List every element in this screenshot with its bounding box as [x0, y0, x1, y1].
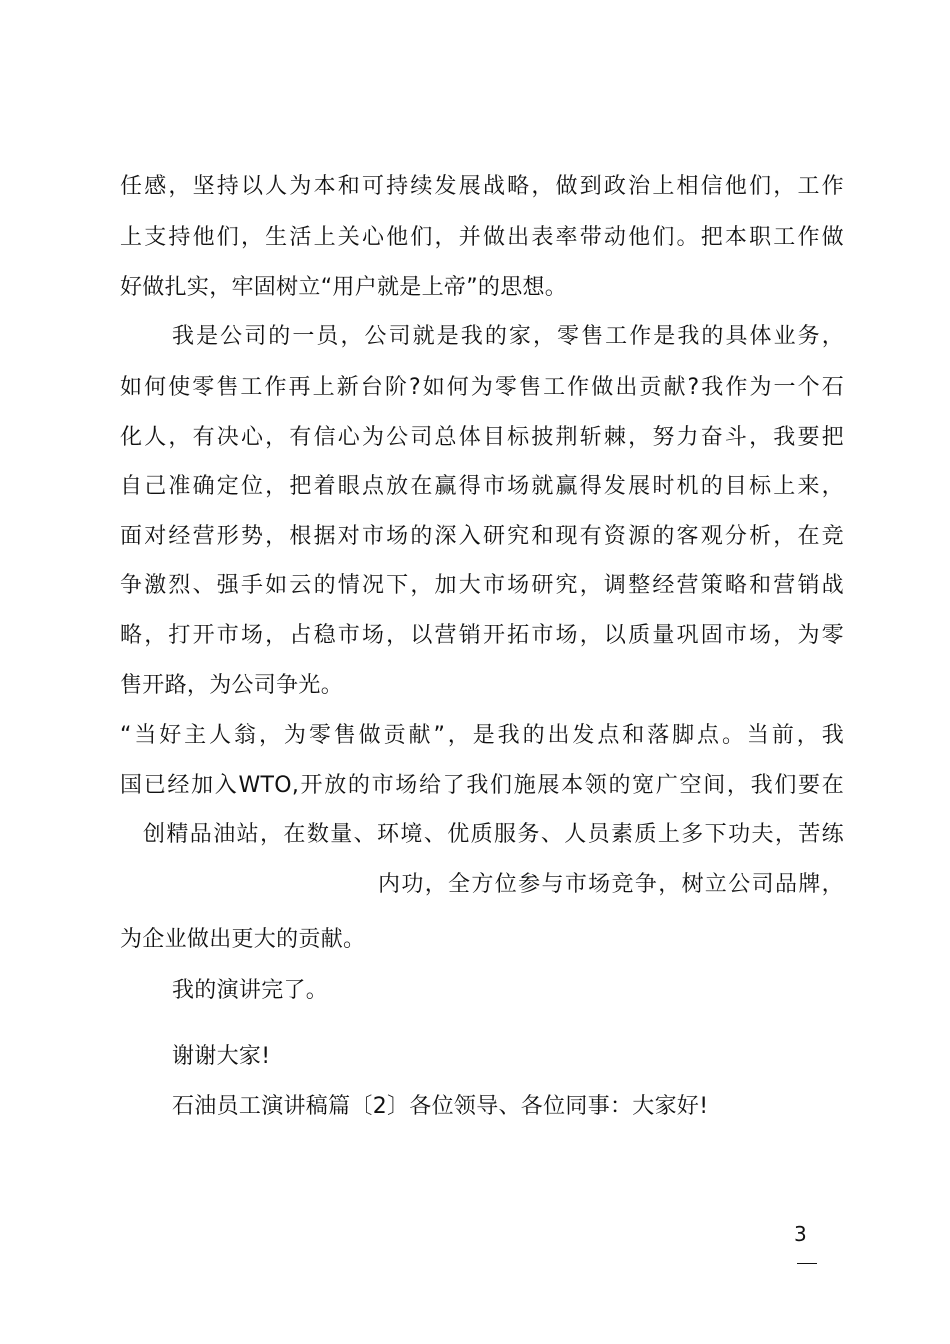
- page-number: 3: [794, 1222, 807, 1246]
- paragraph-1-line-2: 上支持他们，生活上关心他们，并做出表率带动他们。把本职工作做: [120, 225, 844, 250]
- paragraph-2-line-7: 略，打开市场，占稳市场，以营销开拓市场，以质量巩固市场，为零: [120, 623, 844, 648]
- page-number-rule: [797, 1263, 817, 1264]
- paragraph-3-line-4: 内功，全方位参与市场竞争，树立公司品牌，: [378, 872, 844, 897]
- thanks-line: 谢谢大家!: [172, 1044, 271, 1069]
- paragraph-2-line-5: 面对经营形势，根据对市场的深入研究和现有资源的客观分析，在竞: [120, 524, 844, 549]
- paragraph-2-line-3: 化人，有决心，有信心为公司总体目标披荆斩棘，努力奋斗，我要把: [120, 425, 844, 450]
- paragraph-3-line-5: 为企业做出更大的贡献。: [120, 927, 366, 952]
- paragraph-3-line-2: 国已经加入WTO,开放的市场给了我们施展本领的宽广空间，我们要在: [120, 773, 844, 798]
- paragraph-2-line-6: 争激烈、强手如云的情况下，加大市场研究，调整经营策略和营销战: [120, 573, 844, 598]
- paragraph-2-line-2: 如何使零售工作再上新台阶?如何为零售工作做出贡献?我作为一个石: [120, 375, 844, 400]
- paragraph-1-line-3: 好做扎实，牢固树立“用户就是上帝”的思想。: [120, 275, 568, 300]
- next-speech-title: 石油员工演讲稿篇〔2〕各位领导、各位同事：大家好!: [172, 1094, 709, 1119]
- paragraph-2-line-1: 我是公司的一员，公司就是我的家，零售工作是我的具体业务，: [172, 324, 844, 349]
- paragraph-2-line-8: 售开路，为公司争光。: [120, 673, 344, 698]
- paragraph-3-line-3: 创精品油站，在数量、环境、优质服务、人员素质上多下功夫，苦练: [143, 822, 844, 847]
- paragraph-3-line-1: “当好主人翁，为零售做贡献”，是我的出发点和落脚点。当前，我: [120, 723, 844, 748]
- paragraph-2-line-4: 自己准确定位，把着眼点放在赢得市场就赢得发展时机的目标上来，: [120, 474, 844, 499]
- closing-remark: 我的演讲完了。: [172, 978, 329, 1003]
- paragraph-1-line-1: 任感，坚持以人为本和可持续发展战略，做到政治上相信他们，工作: [120, 174, 844, 199]
